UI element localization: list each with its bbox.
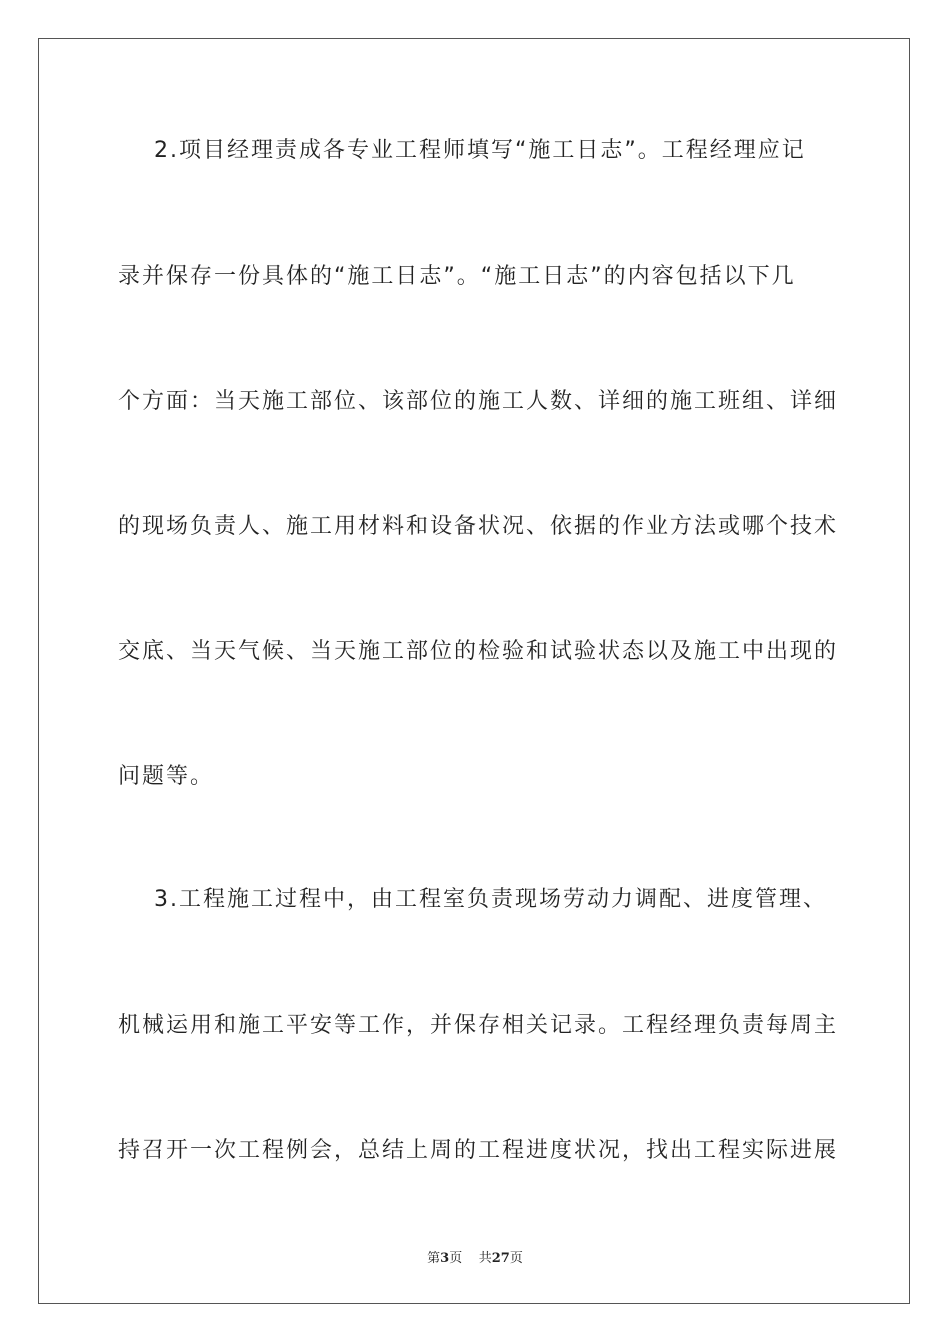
paragraph-line-1: 2.项目经理责成各专业工程师填写“施工日志”。工程经理应记 [118, 138, 806, 163]
page-prefix: 第 [427, 1251, 441, 1266]
total-prefix: 共 [478, 1251, 492, 1266]
page-suffix: 页 [449, 1251, 463, 1266]
paragraph-line-9: 持召开一次工程例会，总结上周的工程进度状况，找出工程实际进展 [118, 1138, 839, 1163]
paragraph-line-3: 个方面：当天施工部位、该部位的施工人数、详细的施工班组、详细 [118, 389, 839, 414]
paragraph-line-6: 问题等。 [118, 764, 215, 789]
paragraph-line-2: 录并保存一份具体的“施工日志”。“施工日志”的内容包括以下几 [118, 264, 796, 289]
page-footer [0, 1247, 950, 1266]
paragraph-line-7: 3.工程施工过程中，由工程室负责现场劳动力调配、进度管理、 [118, 887, 827, 912]
total-pages: 27 [491, 1251, 510, 1266]
total-suffix: 页 [509, 1251, 523, 1266]
paragraph-line-5: 交底、当天气候、当天施工部位的检验和试验状态以及施工中出现的 [118, 639, 839, 664]
page-border [38, 38, 910, 1304]
paragraph-line-4: 的现场负责人、施工用材料和设备状况、依据的作业方法或哪个技术 [118, 514, 839, 539]
page-number: 3 [440, 1251, 450, 1266]
paragraph-line-8: 机械运用和施工平安等工作，并保存相关记录。工程经理负责每周主 [118, 1013, 839, 1038]
